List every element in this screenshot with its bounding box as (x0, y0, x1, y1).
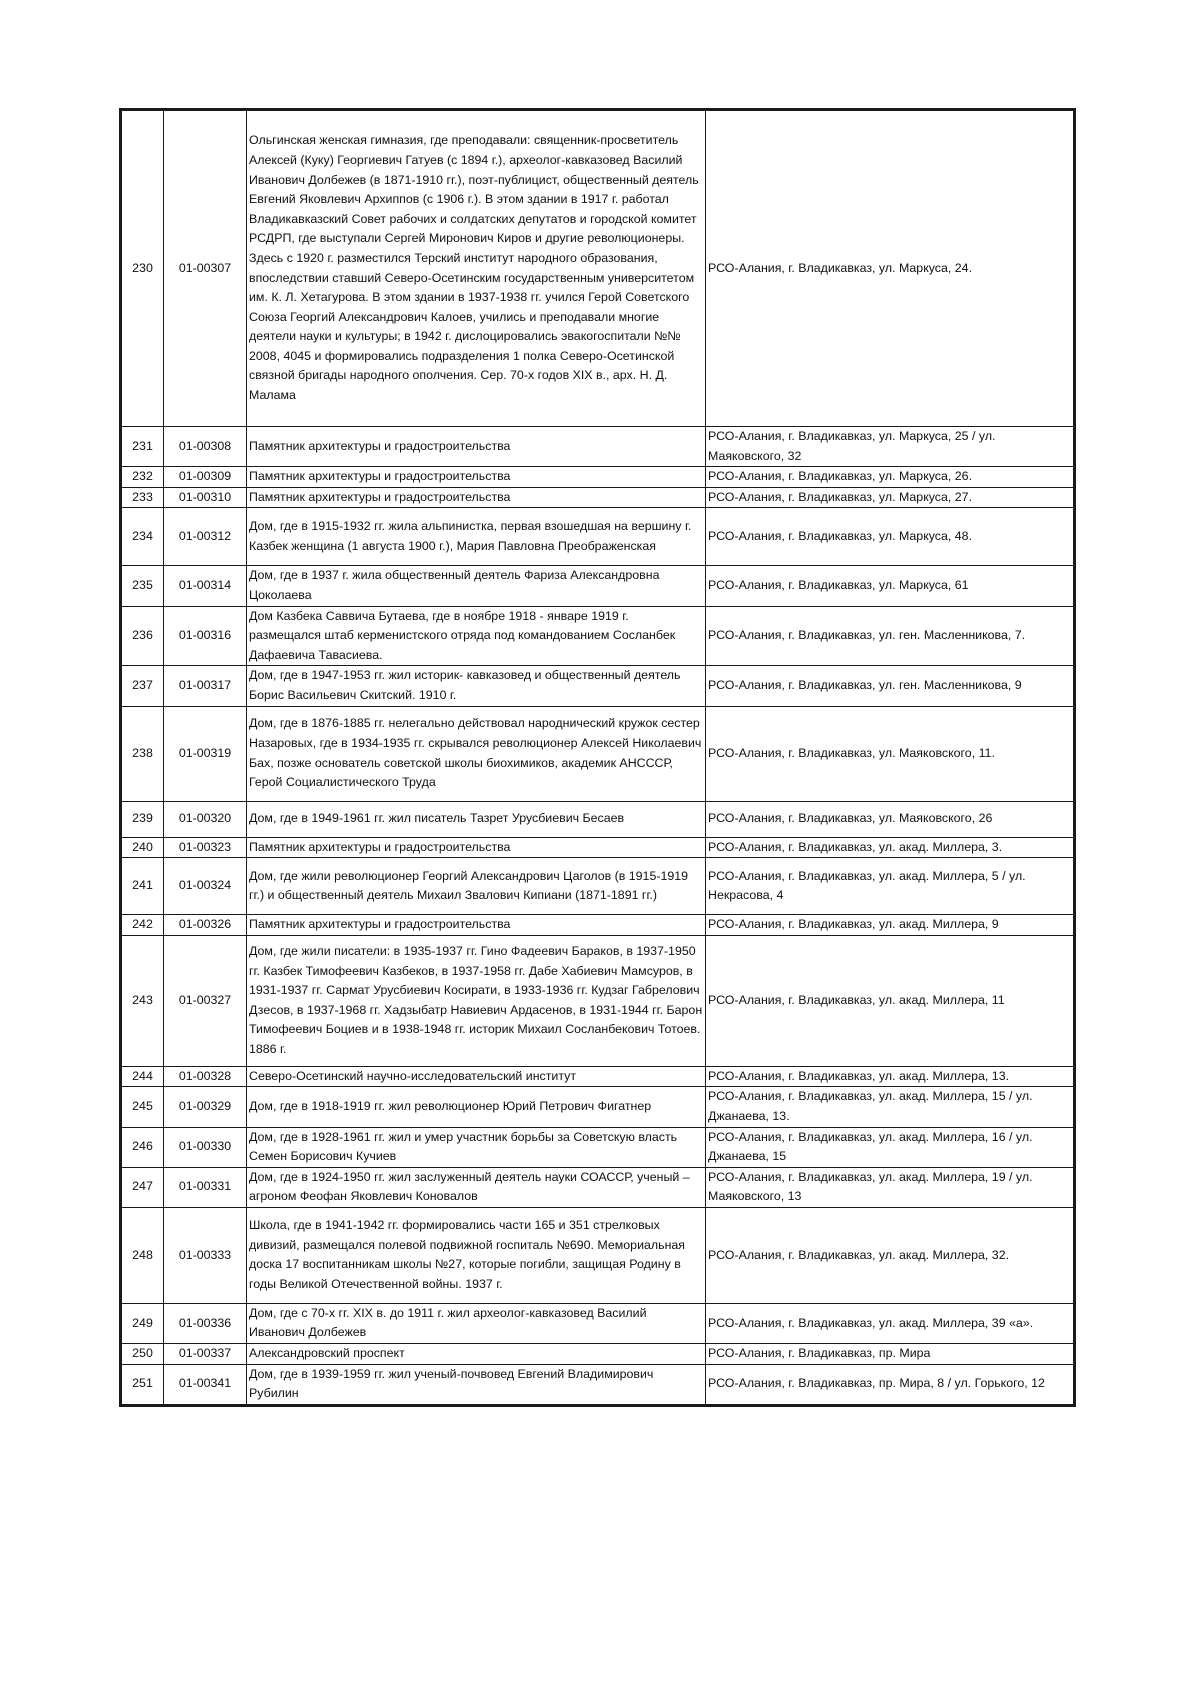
registry-code: 01-00331 (164, 1167, 247, 1207)
object-name: Александровский проспект (247, 1344, 706, 1365)
row-number: 242 (122, 915, 164, 936)
row-number: 233 (122, 487, 164, 508)
object-name: Памятник архитектуры и градостроительства (247, 915, 706, 936)
registry-code: 01-00308 (164, 427, 247, 467)
object-address: РСО-Алания, г. Владикавказ, ул. Маяковского, 26 (706, 801, 1074, 837)
registry-code: 01-00341 (164, 1364, 247, 1404)
object-name: Памятник архитектуры и градостроительства (247, 487, 706, 508)
object-name: Дом, где жили писатели: в 1935-1937 гг. Гино Фадеевич Бараков, в 1937-1950 гг. Казбек Тимофеевич Казбеков, в 1937-1958 гг. Дабе Хабиевич Мамсуров, в 1931-1937 гг. Сармат Урусбиевич Косирати, в 1933-1936 гг. Кудзаг Габрелович Дзесов, в 1937-1968 гг. Хадзыбатр Навиевич Ардасенов, в 1931-1944 гг. Барон Тимофеевич Боциев и в 1938-1948 гг. историк Михаил Сосланбекович Тотоев. 1886 г. (247, 935, 706, 1066)
object-address: РСО-Алания, г. Владикавказ, ул. акад. Миллера, 13. (706, 1066, 1074, 1087)
table-row (122, 1167, 1074, 1207)
registry-code: 01-00330 (164, 1127, 247, 1167)
registry-code: 01-00323 (164, 837, 247, 858)
table-row (122, 837, 1074, 858)
table-row (122, 487, 1074, 508)
object-address: РСО-Алания, г. Владикавказ, ул. Маркуса, 27. (706, 487, 1074, 508)
object-address: РСО-Алания, г. Владикавказ, ул. акад. Миллера, 19 / ул. Маяковского, 13 (706, 1167, 1074, 1207)
row-number: 243 (122, 935, 164, 1066)
table-row (122, 566, 1074, 606)
row-number: 232 (122, 467, 164, 488)
table-row (122, 467, 1074, 488)
table-body (122, 111, 1074, 1405)
object-address: РСО-Алания, г. Владикавказ, пр. Мира (706, 1344, 1074, 1365)
row-number: 245 (122, 1087, 164, 1127)
object-name: Памятник архитектуры и градостроительства (247, 837, 706, 858)
object-address: РСО-Алания, г. Владикавказ, ул. акад. Миллера, 39 «а». (706, 1303, 1074, 1343)
row-number: 248 (122, 1207, 164, 1303)
object-name: Школа, где в 1941-1942 гг. формировались части 165 и 351 стрелковых дивизий, размещался полевой подвижной госпиталь №690. Мемориальная доска 17 воспитанникам школы №27, которые погибли, защищая Родину в годы Великой Отечественной войны. 1937 г. (247, 1207, 706, 1303)
registry-code: 01-00312 (164, 508, 247, 566)
object-address: РСО-Алания, г. Владикавказ, ул. Маркуса, 61 (706, 566, 1074, 606)
table-row (122, 706, 1074, 801)
registry-code: 01-00314 (164, 566, 247, 606)
object-address: РСО-Алания, г. Владикавказ, ул. Маркуса, 26. (706, 467, 1074, 488)
object-address: РСО-Алания, г. Владикавказ, ул. акад. Миллера, 9 (706, 915, 1074, 936)
object-name: Дом, где в 1918-1919 гг. жил революционер Юрий Петрович Фигатнер (247, 1087, 706, 1127)
object-name: Ольгинская женская гимназия, где преподавали: священник-просветитель Алексей (Куку) Георгиевич Гатуев (с 1894 г.), археолог-кавказовед Василий Иванович Долбежев (в 1871-1910 гг.), поэт-публицист, общественный деятель Евгений Яковлевич Архиппов (с 1906 г.). В этом здании в 1917 г. работал Владикавказский Совет рабочих и солдатских депутатов и городской комитет РСДРП, где выступали Сергей Миронович Киров и другие революционеры. Здесь с 1920 г. разместился Терский институт народного образования, впоследствии ставший Северо-Осетинским государственным университетом им. К. Л. Хетагурова. В этом здании в 1937-1938 гг. учился Герой Советского Союза Георгий Александрович Калоев, учились и преподавали многие деятели науки и культуры; в 1942 г. дислоцировались эвакогоспитали №№ 2008, 4045 и формировались подразделения 1 полка Северо-Осетинской связной бригады народного ополчения. Сер. 70-х годов XIX в., арх. Н. Д. Малама (247, 111, 706, 427)
object-address: РСО-Алания, г. Владикавказ, ул. акад. Миллера, 5 / ул. Некрасова, 4 (706, 858, 1074, 915)
registry-code: 01-00319 (164, 706, 247, 801)
registry-code: 01-00333 (164, 1207, 247, 1303)
object-name: Северо-Осетинский научно-исследовательский институт (247, 1066, 706, 1087)
registry-code: 01-00320 (164, 801, 247, 837)
registry-code: 01-00327 (164, 935, 247, 1066)
object-name: Дом, где в 1876-1885 гг. нелегально действовал народнический кружок сестер Назаровых, где в 1934-1935 гг. скрывался революционер Алексей Николаевич Бах, позже основатель советской школы биохимиков, академик АНСССР, Герой Социалистического Труда (247, 706, 706, 801)
registry-code: 01-00328 (164, 1066, 247, 1087)
row-number: 230 (122, 111, 164, 427)
table-row (122, 915, 1074, 936)
registry-code: 01-00324 (164, 858, 247, 915)
object-address: РСО-Алания, г. Владикавказ, ул. акад. Миллера, 3. (706, 837, 1074, 858)
object-name: Дом, где в 1915-1932 гг. жила альпинистка, первая взошедшая на вершину г. Казбек женщина (1 августа 1900 г.), Мария Павловна Преображенская (247, 508, 706, 566)
row-number: 234 (122, 508, 164, 566)
object-name: Дом, где в 1937 г. жила общественный деятель Фариза Александровна Цоколаева (247, 566, 706, 606)
table-row (122, 801, 1074, 837)
object-name: Дом, где с 70-х гг. XIX в. до 1911 г. жил археолог-кавказовед Василий Иванович Долбежев (247, 1303, 706, 1343)
row-number: 240 (122, 837, 164, 858)
object-name: Дом, где жили революционер Георгий Александрович Цаголов (в 1915-1919 гг.) и общественный деятель Михаил Звалович Кипиани (1871-1891 гг.) (247, 858, 706, 915)
table-row (122, 1207, 1074, 1303)
table-row (122, 1087, 1074, 1127)
monument-registry-table (121, 110, 1074, 1405)
table-row (122, 111, 1074, 427)
table-row (122, 508, 1074, 566)
object-address: РСО-Алания, г. Владикавказ, ул. акад. Миллера, 15 / ул. Джанаева, 13. (706, 1087, 1074, 1127)
registry-code: 01-00307 (164, 111, 247, 427)
row-number: 235 (122, 566, 164, 606)
object-name: Дом, где в 1928-1961 гг. жил и умер участник борьбы за Советскую власть Семен Борисович Кучиев (247, 1127, 706, 1167)
row-number: 236 (122, 606, 164, 666)
registry-code: 01-00316 (164, 606, 247, 666)
row-number: 250 (122, 1344, 164, 1365)
row-number: 238 (122, 706, 164, 801)
object-name: Дом, где в 1947-1953 гг. жил историк- кавказовед и общественный деятель Борис Васильевич Скитский. 1910 г. (247, 666, 706, 706)
object-name: Дом Казбека Саввича Бутаева, где в ноябре 1918 - январе 1919 г. размещался штаб керменистского отряда под командованием Сосланбек Дафаевича Тавасиева. (247, 606, 706, 666)
object-name: Памятник архитектуры и градостроительства (247, 427, 706, 467)
object-address: РСО-Алания, г. Владикавказ, ул. ген. Масленникова, 9 (706, 666, 1074, 706)
registry-code: 01-00317 (164, 666, 247, 706)
registry-code: 01-00329 (164, 1087, 247, 1127)
object-name: Памятник архитектуры и градостроительства (247, 467, 706, 488)
object-address: РСО-Алания, г. Владикавказ, ул. ген. Масленникова, 7. (706, 606, 1074, 666)
table-row (122, 606, 1074, 666)
row-number: 239 (122, 801, 164, 837)
row-number: 237 (122, 666, 164, 706)
table-row (122, 858, 1074, 915)
object-address: РСО-Алания, г. Владикавказ, ул. акад. Миллера, 16 / ул. Джанаева, 15 (706, 1127, 1074, 1167)
registry-code: 01-00326 (164, 915, 247, 936)
object-address: РСО-Алания, г. Владикавказ, ул. Маркуса, 25 / ул. Маяковского, 32 (706, 427, 1074, 467)
table-row (122, 1127, 1074, 1167)
row-number: 244 (122, 1066, 164, 1087)
object-address: РСО-Алания, г. Владикавказ, ул. акад. Миллера, 11 (706, 935, 1074, 1066)
registry-code: 01-00337 (164, 1344, 247, 1365)
object-address: РСО-Алания, г. Владикавказ, ул. Маркуса, 24. (706, 111, 1074, 427)
object-address: РСО-Алания, г. Владикавказ, ул. Маркуса, 48. (706, 508, 1074, 566)
object-name: Дом, где в 1949-1961 гг. жил писатель Тазрет Урусбиевич Бесаев (247, 801, 706, 837)
registry-code: 01-00336 (164, 1303, 247, 1343)
table-row (122, 1344, 1074, 1365)
row-number: 251 (122, 1364, 164, 1404)
object-address: РСО-Алания, г. Владикавказ, ул. Маяковского, 11. (706, 706, 1074, 801)
table-row (122, 935, 1074, 1066)
row-number: 241 (122, 858, 164, 915)
row-number: 231 (122, 427, 164, 467)
object-address: РСО-Алания, г. Владикавказ, пр. Мира, 8 / ул. Горького, 12 (706, 1364, 1074, 1404)
row-number: 247 (122, 1167, 164, 1207)
table-row (122, 1066, 1074, 1087)
registry-code: 01-00310 (164, 487, 247, 508)
row-number: 246 (122, 1127, 164, 1167)
row-number: 249 (122, 1303, 164, 1343)
object-name: Дом, где в 1939-1959 гг. жил ученый-почвовед Евгений Владимирович Рубилин (247, 1364, 706, 1404)
registry-code: 01-00309 (164, 467, 247, 488)
table-row (122, 1303, 1074, 1343)
table-row (122, 666, 1074, 706)
table-row (122, 1364, 1074, 1404)
object-address: РСО-Алания, г. Владикавказ, ул. акад. Миллера, 32. (706, 1207, 1074, 1303)
object-name: Дом, где в 1924-1950 гг. жил заслуженный деятель науки СОАССР, ученый – агроном Феофан Яковлевич Коновалов (247, 1167, 706, 1207)
table-row (122, 427, 1074, 467)
